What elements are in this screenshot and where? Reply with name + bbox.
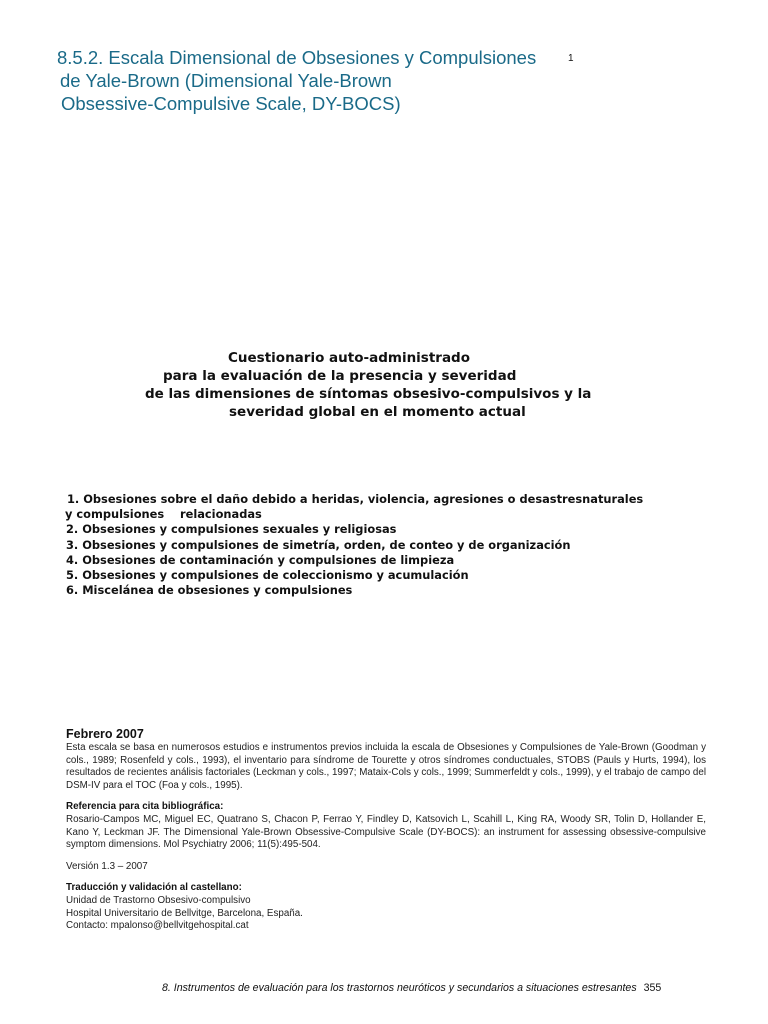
reference-paragraph: Rosario-Campos MC, Miguel EC, Quatrano S, Chacon P, Ferrao Y, Findley D, Katsovich L, Scahill L, King RA, Woody SR, Tolin D, Hollander E, Kano Y, Leckman JF. The Dimensional Yale-Brown Obsessive-Compulsive Scale (DY-BOCS): an instrument for assessing obsessive-compulsive symptom dimensions. Mol Psychiatry 2006; 11(5):495-504. — [66, 813, 706, 851]
section-title-line-2: de Yale-Brown (Dimensional Yale-Brown — [60, 70, 392, 91]
translation-contact: Contacto: mpalonso@bellvitgehospital.cat — [66, 920, 249, 932]
questionnaire-heading-line-4: severidad global en el momento actual — [229, 404, 526, 420]
page-number: 355 — [643, 982, 662, 994]
footer-text: 8. Instrumentos de evaluación para los trastornos neuróticos y secundarios a situaciones estresantes — [162, 982, 637, 994]
questionnaire-heading — [100, 349, 680, 421]
questionnaire-heading-line-2: para la evaluación de la presencia y severidad — [163, 368, 517, 384]
dimension-item: 2. Obsesiones y compulsiones sexuales y religiosas — [66, 522, 397, 537]
section-title-line-1: 8.5.2. Escala Dimensional de Obsesiones y Compulsiones — [57, 47, 537, 68]
basis-paragraph: Esta escala se basa en numerosos estudios e instrumentos previos incluida la escala de Obsesiones y Compulsiones de Yale-Brown (Goodman y cols., 1989; Rosenfeld y cols., 1993), el inventario para síndrome de Tourette y otros síndromes conductuales, STOBS (Pauls y Hurts, 1994), los resultados de recientes análisis factoriales (Leckman y cols., 1997; Mataix-Cols y cols., 1999; Summerfeldt y cols., 1999), y el trabajo de campo del DSM-IV para el TOC (Foa y cols., 1995). — [66, 742, 706, 791]
dimension-item: 3. Obsesiones y compulsiones de simetría, orden, de conteo y de organización — [66, 537, 571, 552]
document-date: Febrero 2007 — [66, 727, 144, 741]
page-footer — [162, 982, 740, 994]
questionnaire-heading-line-1: Cuestionario auto-administrado — [228, 350, 470, 366]
dimension-item: 1. Obsesiones sobre el daño debido a heridas, violencia, agresiones o desastresnaturales — [67, 492, 644, 506]
version-text: Versión 1.3 – 2007 — [66, 860, 148, 872]
reference-label: Referencia para cita bibliográfica: — [66, 801, 224, 813]
section-title — [57, 46, 617, 115]
section-title-line-3: Obsessive-Compulsive Scale, DY-BOCS) — [61, 93, 401, 114]
translation-unit: Unidad de Trastorno Obsesivo-compulsivo — [66, 894, 251, 906]
document-info — [66, 726, 706, 933]
dimension-item: 5. Obsesiones y compulsiones de coleccionismo y acumulación — [66, 568, 469, 583]
translation-hospital: Hospital Universitario de Bellvitge, Barcelona, España. — [66, 907, 303, 919]
dimension-item-continuation: y compulsiones relacionadas — [65, 507, 262, 522]
dimensions-list — [66, 492, 726, 598]
questionnaire-heading-line-3: de las dimensiones de síntomas obsesivo-compulsivos y la — [145, 386, 592, 402]
footnote-reference: 1 — [568, 53, 574, 64]
translation-label: Traducción y validación al castellano: — [66, 882, 242, 894]
dimension-item: 4. Obsesiones de contaminación y compulsiones de limpieza — [66, 552, 455, 567]
dimension-item: 6. Miscelánea de obsesiones y compulsiones — [66, 583, 353, 598]
